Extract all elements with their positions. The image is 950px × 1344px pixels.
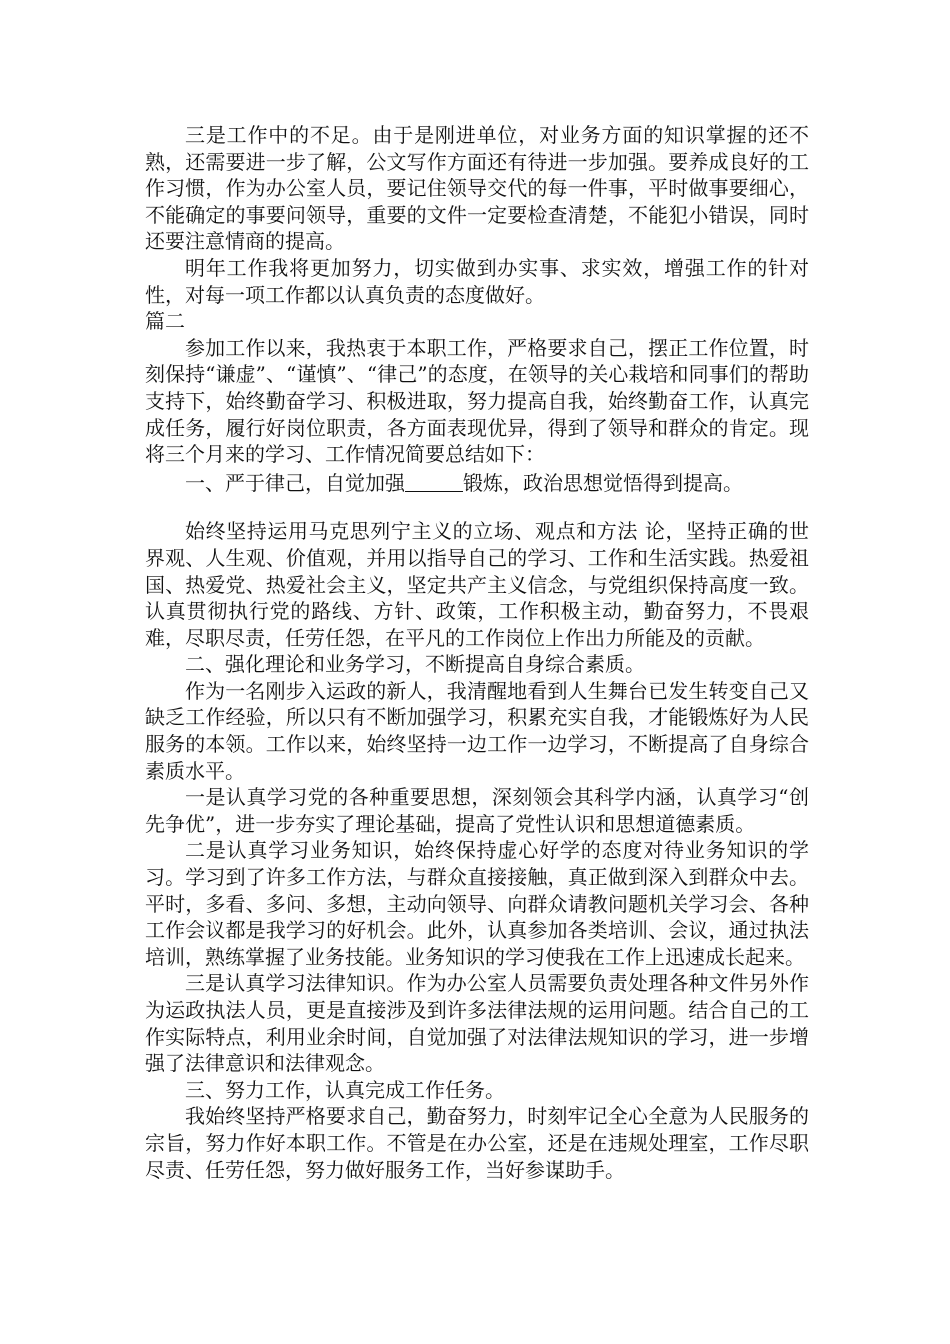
paragraph-shortcomings: 三是工作中的不足。由于是刚进单位，对业务方面的知识掌握的还不熟，还需要进一步了解，公文写作方面还有待进一步加强。要养成良好的工作习惯，作为办公室人员，要记住领导交代的每一件事，平时做事要细心，不能确定的事要问领导，重要的文件一定要检查清楚，不能犯小错误，同时还要注意情商的提高。 <box>145 123 809 254</box>
heading-study: 二、强化理论和业务学习，不断提高自身综合素质。 <box>185 652 645 677</box>
blank-underline <box>405 473 463 492</box>
heading-work: 三、努力工作，认真完成工作任务。 <box>185 1077 505 1102</box>
paragraph-next-year: 明年工作我将更加努力，切实做到办实事、求实效，增强工作的针对性，对每一项工作都以认真负责的态度做好。 <box>145 255 809 307</box>
paragraph-intro: 参加工作以来，我热衷于本职工作，严格要求自己，摆正工作位置，时刻保持“谦虚”、“谨慎”、“律己”的态度，在领导的关心栽培和同事们的帮助支持下，始终勤奋学习、积极进取，努力提高自我，始终勤奋工作，认真完成任务，履行好岗位职责，各方面表现优异，得到了领导和群众的肯定。现将三个月来的学习、工作情况简要总结如下： <box>145 335 809 467</box>
section-title-part-two: 篇二 <box>145 309 185 334</box>
paragraph-newcomer: 作为一名刚步入运政的新人，我清醒地看到人生舞台已发生转变自己又缺乏工作经验，所以只有不断加强学习，积累充实自我，才能锻炼好为人民服务的本领。工作以来，始终坚持一边工作一边学习，不断提高了自身综合素质水平。 <box>145 678 809 783</box>
heading-discipline-part1: 一、严于律己，自觉加强 <box>185 470 405 495</box>
document-page <box>145 122 809 1183</box>
paragraph-duty: 我始终坚持严格要求自己，勤奋努力，时刻牢记全心全意为人民服务的宗旨，努力作好本职工作。不管是在办公室，还是在违规处理室，工作尽职尽责、任劳任怨，努力做好服务工作，当好参谋助手。 <box>145 1104 809 1182</box>
paragraph-business-study: 二是认真学习业务知识，始终保持虚心好学的态度对待业务知识的学习。学习到了许多工作方法，与群众直接接触，真正做到深入到群众中去。平时，多看、多问、多想，主动向领导、向群众请教问题机关学习会、各种工作会议都是我学习的好机会。此外，认真参加各类培训、会议，通过执法培训，熟练掌握了业务技能。业务知识的学习使我在工作上迅速成长起来。 <box>145 838 809 969</box>
paragraph-marxism: 始终坚持运用马克思列宁主义的立场、观点和方法 论，坚持正确的世界观、人生观、价值观，并用以指导自己的学习、工作和生活实践。热爱祖国、热爱党、热爱社会主义，坚定共产主义信念，与党组织保持高度一致。认真贯彻执行党的路线、方针、政策，工作积极主动，勤奋努力，不畏艰难，尽职尽责，任劳任怨，在平凡的工作岗位上作出力所能及的贡献。 <box>145 519 809 650</box>
heading-discipline <box>145 470 809 497</box>
paragraph-party-study: 一是认真学习党的各种重要思想，深刻领会其科学内涵，认真学习“创先争优”，进一步夯实了理论基础，提高了党性认识和思想道德素质。 <box>145 785 809 836</box>
heading-discipline-part2: 锻炼，政治思想觉悟得到提高。 <box>463 470 743 495</box>
paragraph-law-study: 三是认真学习法律知识。作为办公室人员需要负责处理各种文件另外作为运政执法人员，更是直接涉及到许多法律法规的运用问题。结合自己的工作实际特点，利用业余时间，自觉加强了对法律法规知识的学习，进一步增强了法律意识和法律观念。 <box>145 971 809 1076</box>
